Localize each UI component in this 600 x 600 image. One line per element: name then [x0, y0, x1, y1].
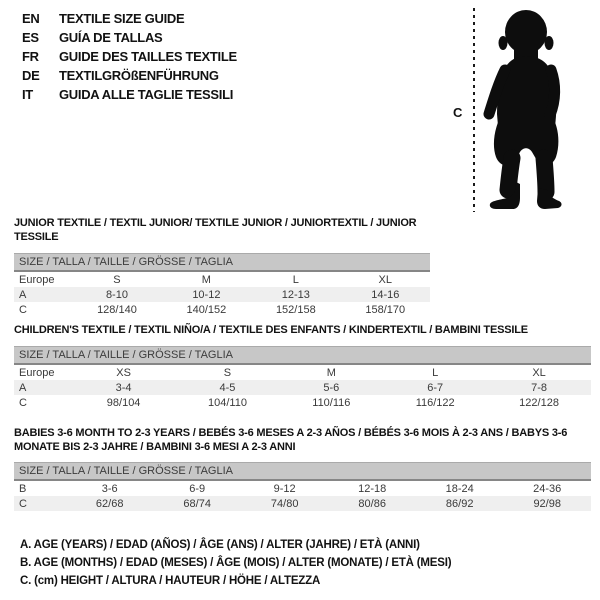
size-cell: 5-6	[323, 381, 340, 394]
size-cell: 24-36	[533, 482, 562, 495]
legend-note: A. AGE (YEARS) / EDAD (AÑOS) / ÂGE (ANS) / ALTER (JAHRE) / ETÀ (ANNI)	[20, 539, 420, 551]
size-cell: 116/122	[415, 396, 455, 409]
size-cell: M	[201, 273, 211, 286]
size-cell: 8-10	[105, 288, 128, 301]
size-cell: 128/140	[97, 303, 137, 316]
size-cell: S	[113, 273, 121, 286]
language-row	[22, 85, 237, 104]
guide-title: GUIDE DES TAILLES TEXTILE	[59, 49, 237, 64]
size-table-row	[14, 380, 591, 395]
size-cell: 10-12	[192, 288, 221, 301]
language-code: FR	[22, 49, 39, 64]
size-table-section	[14, 426, 591, 511]
size-cell: 140/152	[186, 303, 227, 316]
table-title: JUNIOR TEXTILE / TEXTIL JUNIOR/ TEXTILE JUNIOR / JUNIORTEXTIL / JUNIOR TESSILE	[14, 217, 417, 243]
size-table-row	[14, 302, 430, 317]
size-cell: 7-8	[531, 381, 548, 394]
size-cell: 62/68	[95, 497, 124, 510]
height-measure-dashed-line	[468, 6, 480, 216]
size-cell: XL	[532, 366, 546, 379]
size-cell: 122/128	[519, 396, 559, 409]
guide-title: GUIDA ALLE TAGLIE TESSILI	[59, 87, 234, 102]
row-label: A	[19, 288, 27, 301]
size-cell: L	[432, 366, 439, 379]
language-row	[22, 66, 237, 85]
size-cell: 152/158	[275, 303, 316, 316]
size-cell: 6-7	[427, 381, 444, 394]
size-cell: 110/116	[312, 396, 351, 409]
size-cell: 86/92	[445, 497, 474, 510]
language-title-list	[22, 9, 237, 104]
size-cell: 6-9	[189, 482, 206, 495]
height-c-label: C	[453, 105, 463, 120]
size-table-header: SIZE / TALLA / TAILLE / GRÖSSE / TAGLIA	[14, 463, 591, 481]
language-code: DE	[22, 68, 40, 83]
table-title: BABIES 3-6 MONTH TO 2-3 YEARS / BEBÉS 3-6 MESES A 2-3 AÑOS / BÉBÉS 3-6 MOIS À 2-3 ANS / BABYS 3-6 MONATE BIS 2-3 JAHRE / BAMBINI 3-6 MESI A 2-3 ANNI	[14, 427, 568, 453]
size-cell: 18-24	[445, 482, 474, 495]
size-cell: 3-4	[115, 381, 132, 394]
table-title: CHILDREN'S TEXTILE / TEXTIL NIÑO/A / TEXTILE DES ENFANTS / KINDERTEXTIL / BAMBINI TESSILE	[14, 324, 528, 336]
row-label: Europe	[19, 273, 55, 286]
size-cell: 68/74	[183, 497, 211, 510]
guide-title: TEXTILE SIZE GUIDE	[59, 11, 185, 26]
legend-note: B. AGE (MONTHS) / EDAD (MESES) / ÂGE (MOIS) / ALTER (MONATE) / ETÀ (MESI)	[20, 557, 452, 569]
size-cell: 12-18	[358, 482, 387, 495]
language-code: IT	[22, 87, 33, 102]
size-cell: XS	[116, 366, 131, 379]
row-label: A	[19, 381, 27, 394]
row-label: C	[19, 497, 27, 510]
legend-note: C. (cm) HEIGHT / ALTURA / HAUTEUR / HÖHE / ALTEZZA	[20, 575, 321, 587]
size-table	[14, 462, 591, 511]
language-code: ES	[22, 30, 39, 45]
size-cell: 104/110	[208, 396, 247, 409]
size-cell: 4-5	[219, 381, 236, 394]
size-cell: L	[292, 273, 299, 286]
language-code: EN	[22, 11, 40, 26]
size-cell: 92/98	[533, 497, 561, 510]
size-cell: S	[223, 366, 232, 379]
row-label: C	[19, 396, 27, 409]
language-row	[22, 9, 237, 28]
row-label: B	[19, 482, 27, 495]
size-cell: 14-16	[371, 288, 400, 301]
guide-title: GUÍA DE TALLAS	[59, 30, 163, 45]
size-table-header: SIZE / TALLA / TAILLE / GRÖSSE / TAGLIA	[14, 347, 591, 365]
size-table	[14, 346, 591, 410]
size-table	[14, 253, 430, 317]
size-table-header: SIZE / TALLA / TAILLE / GRÖSSE / TAGLIA	[14, 254, 430, 272]
size-table-row	[14, 395, 591, 410]
row-label: Europe	[19, 366, 55, 379]
size-table-section	[14, 216, 430, 317]
size-cell: 80/86	[358, 497, 386, 510]
row-label: C	[19, 303, 27, 316]
size-table-section	[14, 323, 591, 410]
size-cell: M	[326, 366, 336, 379]
size-cell: 158/170	[365, 303, 406, 316]
toddler-silhouette-icon	[483, 8, 583, 214]
size-table-row	[14, 271, 430, 287]
language-row	[22, 47, 237, 66]
guide-title: TEXTILGRÖßENFÜHRUNG	[59, 68, 219, 83]
size-cell: 12-13	[281, 288, 310, 301]
size-table-row	[14, 480, 591, 496]
size-cell: 98/104	[106, 396, 141, 409]
language-row	[22, 28, 237, 47]
size-cell: 3-6	[101, 482, 118, 495]
legend-notes	[20, 536, 451, 590]
size-cell: XL	[378, 273, 392, 286]
size-table-row	[14, 364, 591, 380]
size-table-row	[14, 287, 430, 302]
size-table-row	[14, 496, 591, 511]
size-cell: 74/80	[270, 497, 299, 510]
size-cell: 9-12	[273, 482, 296, 495]
